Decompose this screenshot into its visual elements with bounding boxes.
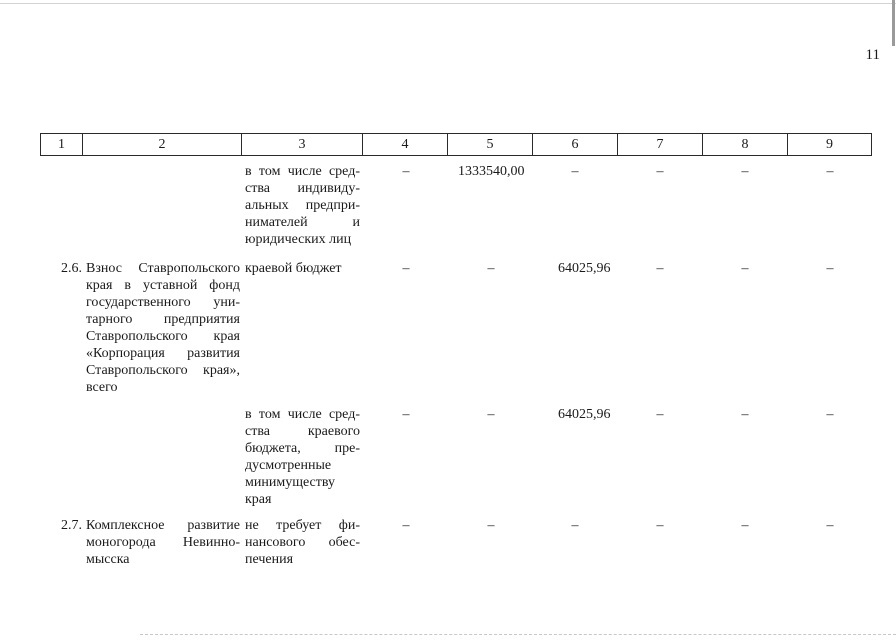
funding-source-cell (245, 260, 360, 277)
value-col-8: – (741, 261, 749, 276)
funding-source-line: не требует фи- (245, 518, 360, 533)
row-number: 2.7. (61, 518, 82, 533)
column-header-7: 7 (618, 134, 703, 156)
value-col-9: – (826, 261, 834, 276)
funding-source-cell (245, 163, 360, 248)
measure-name-line: края в уставной фонд (86, 278, 240, 293)
column-header-8: 8 (703, 134, 788, 156)
measure-name-line: Ставропольского края», (86, 363, 240, 378)
column-header-row (41, 134, 872, 156)
value-col-4: – (402, 407, 410, 422)
scan-right-edge (892, 0, 895, 46)
value-col-8: – (741, 518, 749, 533)
measure-name-line: всего (86, 380, 118, 395)
funding-source-line: юридических лиц (245, 232, 352, 247)
funding-source-line: в том числе сред- (245, 407, 360, 422)
funding-source-line: дусмотренные (245, 458, 332, 473)
measure-name-line: Комплексное развитие (86, 518, 240, 533)
value-col-7: – (656, 407, 664, 422)
measure-name-line: моногорода Невинно- (86, 535, 240, 550)
row-number: 2.6. (61, 261, 82, 276)
value-col-7: – (656, 164, 664, 179)
column-header-4: 4 (363, 134, 448, 156)
funding-source-line: бюджета, пре- (245, 441, 360, 456)
funding-source-line: краевой бюджет (245, 261, 342, 276)
funding-source-line: края (245, 492, 272, 507)
column-header-table (40, 133, 872, 156)
value-col-6: – (571, 164, 579, 179)
value-col-7: – (656, 518, 664, 533)
column-header-9: 9 (788, 134, 872, 156)
measure-name-cell (86, 260, 240, 396)
value-col-8: – (741, 407, 749, 422)
column-header-5: 5 (448, 134, 533, 156)
funding-source-line: в том числе сред- (245, 164, 360, 179)
funding-source-cell (245, 517, 360, 568)
value-col-9: – (826, 407, 834, 422)
funding-source-line: ства индивиду- (245, 181, 360, 196)
column-header-6: 6 (533, 134, 618, 156)
value-col-6: 64025,96 (558, 261, 611, 276)
measure-name-line: Взнос Ставропольского (86, 261, 240, 276)
funding-source-line: минимуществу (245, 475, 336, 490)
funding-source-line: альных предпри- (245, 198, 360, 213)
funding-source-line: печения (245, 552, 294, 567)
value-col-9: – (826, 518, 834, 533)
value-col-4: – (402, 518, 410, 533)
value-col-6: – (571, 518, 579, 533)
measure-name-line: государственного уни- (86, 295, 240, 310)
value-col-6: 64025,96 (558, 407, 611, 422)
scan-top-edge (0, 3, 896, 4)
value-col-4: – (402, 164, 410, 179)
column-header-2: 2 (83, 134, 242, 156)
value-col-5: – (487, 261, 495, 276)
page-number: 11 (865, 47, 880, 63)
funding-source-cell (245, 406, 360, 508)
value-col-9: – (826, 164, 834, 179)
measure-name-line: «Корпорация развития (86, 346, 240, 361)
value-col-5: – (487, 407, 495, 422)
scan-bottom-edge (140, 634, 896, 635)
value-col-4: – (402, 261, 410, 276)
column-header-1: 1 (41, 134, 83, 156)
value-col-5: – (487, 518, 495, 533)
measure-name-line: тарного предприятия (86, 312, 240, 327)
value-col-8: – (741, 164, 749, 179)
funding-source-line: ства краевого (245, 424, 360, 439)
value-col-7: – (656, 261, 664, 276)
measure-name-line: мысска (86, 552, 130, 567)
funding-source-line: нимателей и (245, 215, 360, 230)
value-col-5: 1333540,00 (458, 164, 525, 179)
column-header-3: 3 (242, 134, 363, 156)
measure-name-cell (86, 517, 240, 568)
measure-name-line: Ставропольского края (86, 329, 240, 344)
funding-source-line: нансового обес- (245, 535, 360, 550)
